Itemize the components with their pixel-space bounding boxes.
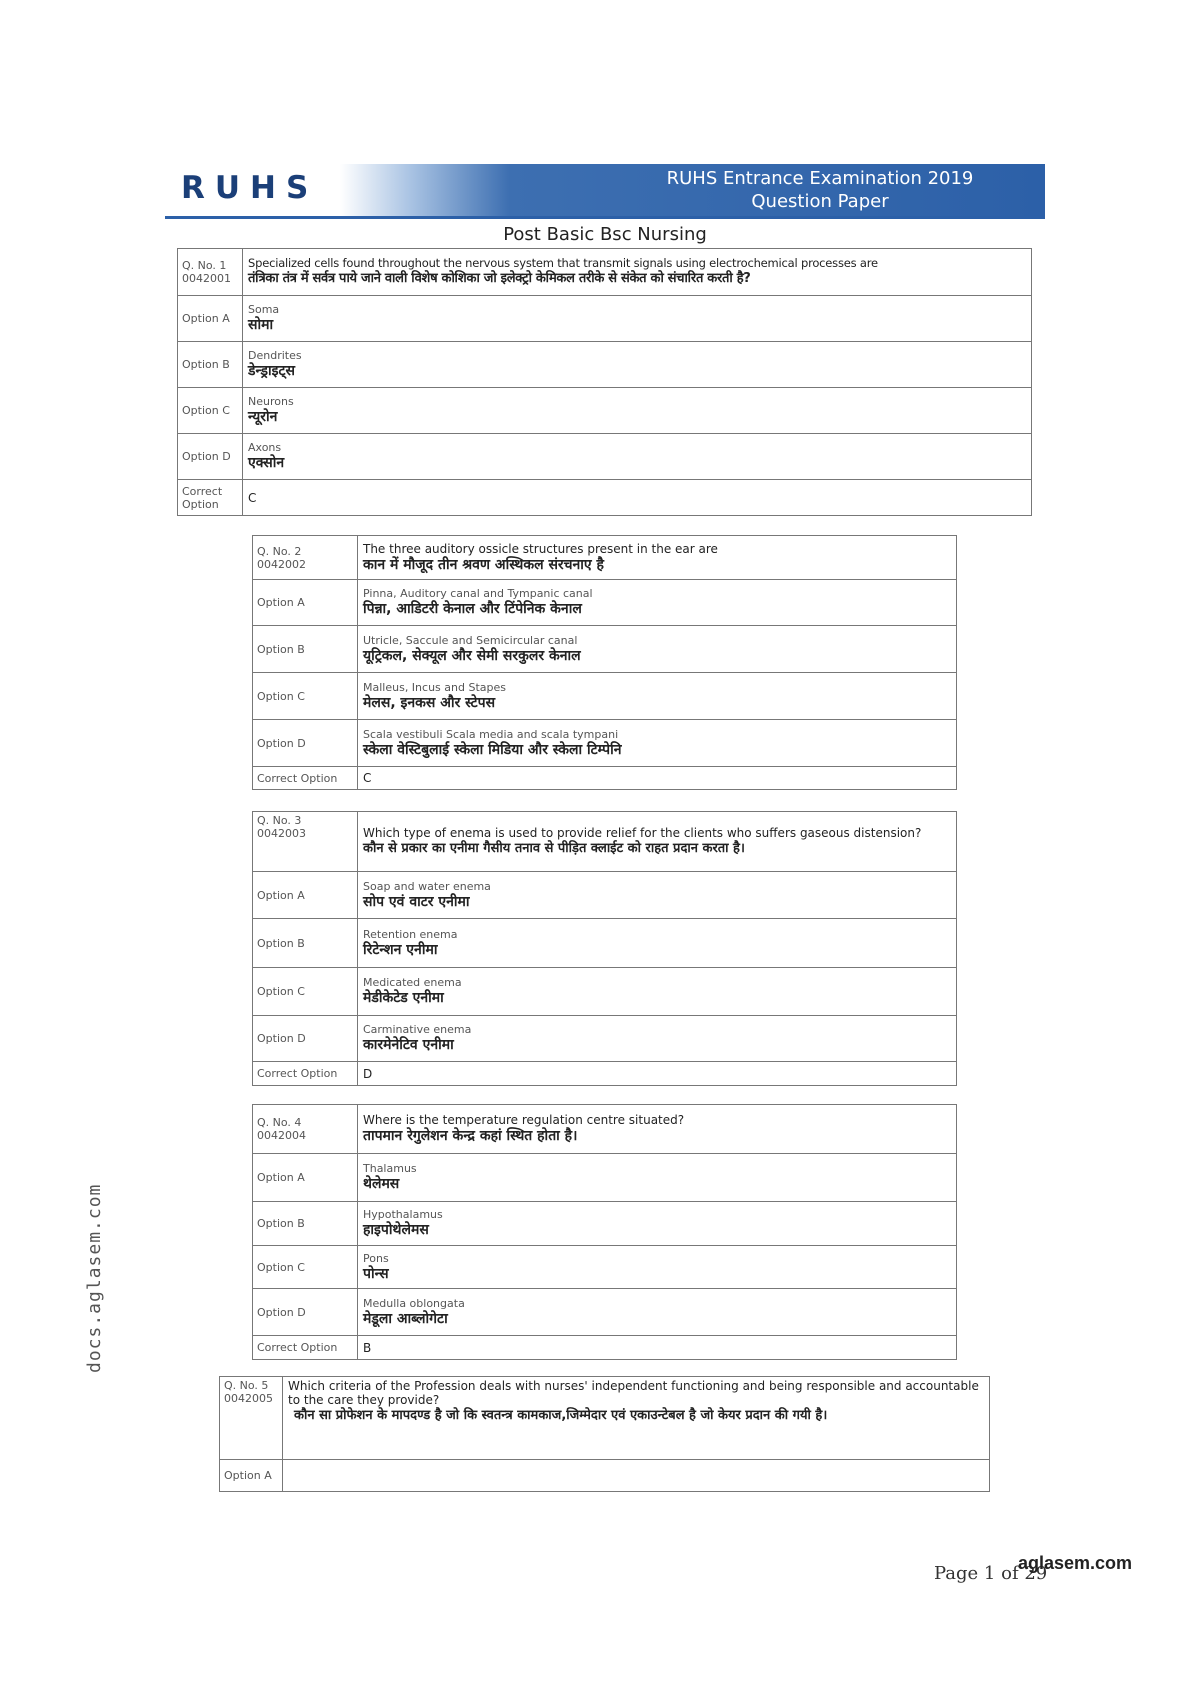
option-d-label: Option D (253, 720, 358, 767)
correct-option-label: Correct Option (253, 1062, 358, 1086)
option-d-label: Option D (253, 1016, 358, 1062)
question-text-hi: कान में मौजूद तीन श्रवण अस्थिकल संरचनाए है (363, 556, 604, 573)
question-number: Q. No. 2 (257, 544, 302, 558)
question-text-en: Which type of enema is used to provide relief for the clients who suffers gaseous distension? (363, 825, 922, 840)
correct-option-value: C (358, 767, 957, 790)
correct-option-value: C (243, 480, 1032, 516)
side-watermark: docs.aglasem.com (84, 1183, 105, 1373)
question-text-hi: कौन सा प्रोफेशन के मापदण्ड है जो कि स्वतन्त्र कामकाज,जिम्मेदार एवं एकाउन्टेबल है जो केयर प्रदान की गयी है। (294, 1408, 828, 1423)
question-text-cell (358, 812, 957, 872)
option-b-label: Option B (178, 342, 243, 388)
option-text-hi: सोप एवं वाटर एनीमा (363, 893, 470, 910)
option-text-hi: कारमेनेटिव एनीमा (363, 1037, 454, 1053)
option-text-hi: डेन्ड्राइट्स (248, 363, 296, 379)
question-number-cell (253, 1105, 358, 1154)
question-number: Q. No. 5 (224, 1379, 269, 1392)
option-text-hi: पिन्ना, आडिटरी केनाल और टिंपेनिक केनाल (363, 601, 582, 617)
option-text-en: Pinna, Auditory canal and Tympanic canal (363, 587, 593, 600)
option-text-en: Neurons (248, 395, 294, 408)
banner-title (610, 167, 1030, 213)
question-text-en: Where is the temperature regulation centre situated? (363, 1113, 685, 1127)
question-block-1 (177, 248, 1032, 516)
question-number-cell (253, 812, 358, 872)
correct-option-label: Correct Option (253, 767, 358, 790)
option-b-label: Option B (253, 919, 358, 968)
question-text-cell (283, 1377, 990, 1460)
option-b-label: Option B (253, 1202, 358, 1246)
correct-option-label: Correct Option (178, 480, 243, 516)
question-text-en: The three auditory ossicle structures present in the ear are (363, 541, 718, 556)
option-a (243, 296, 1032, 342)
option-c-label: Option C (178, 388, 243, 434)
option-c (358, 1246, 957, 1289)
option-d-label: Option D (178, 434, 243, 480)
question-text-hi: तापमान रेगुलेशन केन्द्र कहां स्थित होता है। (363, 1128, 578, 1144)
option-b (358, 1202, 957, 1246)
option-text-en: Soap and water enema (363, 879, 491, 893)
question-text-hi: तंत्रिका तंत्र में सर्वत्र पाये जाने वाली विशेष कोशिका जो इलेक्ट्रो केमिकल तरीके से संकेत को संचारित करती है? (248, 271, 751, 286)
option-c (358, 968, 957, 1016)
option-a-label: Option A (253, 1154, 358, 1202)
option-text-en: Pons (363, 1251, 389, 1265)
question-number: Q. No. 1 (182, 259, 227, 272)
option-c (358, 673, 957, 720)
paper-subtitle: Post Basic Bsc Nursing (503, 224, 707, 245)
ruhs-logo: RUHS (181, 170, 319, 206)
option-a-label: Option A (178, 296, 243, 342)
banner-line-2: Question Paper (751, 191, 889, 212)
header-banner (340, 164, 1045, 216)
option-a (358, 1154, 957, 1202)
option-d (358, 720, 957, 767)
question-code: 0042001 (182, 272, 231, 285)
correct-option-value: B (358, 1336, 957, 1360)
option-text-en: Medulla oblongata (363, 1296, 465, 1310)
question-code: 0042004 (257, 1129, 306, 1142)
option-text-en: Hypothalamus (363, 1208, 443, 1221)
option-text-hi: न्यूरोन (248, 409, 278, 425)
option-d (358, 1016, 957, 1062)
question-number-cell (178, 249, 243, 296)
question-block-5 (219, 1376, 990, 1492)
option-text-en: Retention enema (363, 927, 458, 941)
option-text-hi: थेलेमस (363, 1176, 400, 1192)
option-text-hi: यूट्रिकल, सेक्यूल और सेमी सरकुलर केनाल (363, 647, 581, 664)
option-d (243, 434, 1032, 480)
option-text-en: Scala vestibuli Scala media and scala tympani (363, 727, 619, 741)
question-text-en: Which criteria of the Profession deals with nurses' independent functioning and being responsible and accountable to the care they provide? (288, 1379, 979, 1407)
option-a-label: Option A (220, 1460, 283, 1492)
option-b-label: Option B (253, 626, 358, 673)
question-number-cell (220, 1377, 283, 1460)
option-b (358, 626, 957, 673)
question-block-4 (252, 1104, 957, 1360)
option-b (243, 342, 1032, 388)
option-c-label: Option C (253, 968, 358, 1016)
option-a (283, 1460, 990, 1492)
option-text-hi: स्केला वेस्टिबुलाई स्केला मिडिया और स्केला टिम्पेनि (363, 741, 622, 758)
option-text-hi: मेडीकेटेड एनीमा (363, 990, 444, 1006)
question-block-3 (252, 811, 957, 1086)
option-d (358, 1289, 957, 1336)
option-text-hi: एक्सोन (248, 455, 285, 471)
question-code: 0042005 (224, 1392, 273, 1405)
option-text-hi: हाइपोथेलेमस (363, 1222, 429, 1238)
option-text-en: Dendrites (248, 349, 302, 362)
question-code: 0042002 (257, 557, 306, 571)
option-a (358, 580, 957, 626)
correct-option-label: Correct Option (253, 1336, 358, 1360)
option-b (358, 919, 957, 968)
option-a-label: Option A (253, 872, 358, 919)
option-text-hi: रिटेन्शन एनीमा (363, 941, 438, 958)
option-text-en: Utricle, Saccule and Semicircular canal (363, 633, 578, 647)
option-text-en: Medicated enema (363, 976, 462, 989)
option-text-hi: मेडूला आब्लोगेटा (363, 1310, 448, 1327)
header-rule (165, 216, 1045, 219)
option-c-label: Option C (253, 1246, 358, 1289)
option-text-hi: मेलस, इनकस और स्टेपस (363, 694, 496, 711)
question-text-hi: कौन से प्रकार का एनीमा गैसीय तनाव से पीड़ित क्लाईट को राहत प्रदान करता है। (363, 840, 745, 856)
question-code: 0042003 (257, 827, 306, 840)
option-c-label: Option C (253, 673, 358, 720)
option-c (243, 388, 1032, 434)
option-d-label: Option D (253, 1289, 358, 1336)
option-text-en: Thalamus (363, 1162, 417, 1175)
question-block-2 (252, 535, 957, 790)
option-text-hi: पोन्स (363, 1265, 389, 1282)
question-text-en: Specialized cells found throughout the nervous system that transmit signals using electrochemical processes are (248, 256, 878, 270)
document-header (165, 164, 1045, 216)
banner-line-1: RUHS Entrance Examination 2019 (666, 168, 974, 189)
site-logo[interactable]: aglasem.com (1018, 1553, 1133, 1573)
question-text-cell (358, 536, 957, 580)
question-text-cell (358, 1105, 957, 1154)
question-number-cell (253, 536, 358, 580)
option-text-en: Carminative enema (363, 1023, 472, 1036)
option-text-en: Malleus, Incus and Stapes (363, 680, 506, 694)
option-text-en: Axons (248, 441, 282, 454)
page-number: Page 1 of 29 (934, 1563, 1048, 1584)
question-number: Q. No. 4 (257, 1116, 302, 1129)
correct-option-value: D (358, 1062, 957, 1086)
option-a (358, 872, 957, 919)
option-text-hi: सोमा (248, 317, 274, 333)
option-text-en: Soma (248, 303, 280, 316)
question-text-cell (243, 249, 1032, 296)
option-a-label: Option A (253, 580, 358, 626)
question-number: Q. No. 3 (257, 814, 302, 827)
